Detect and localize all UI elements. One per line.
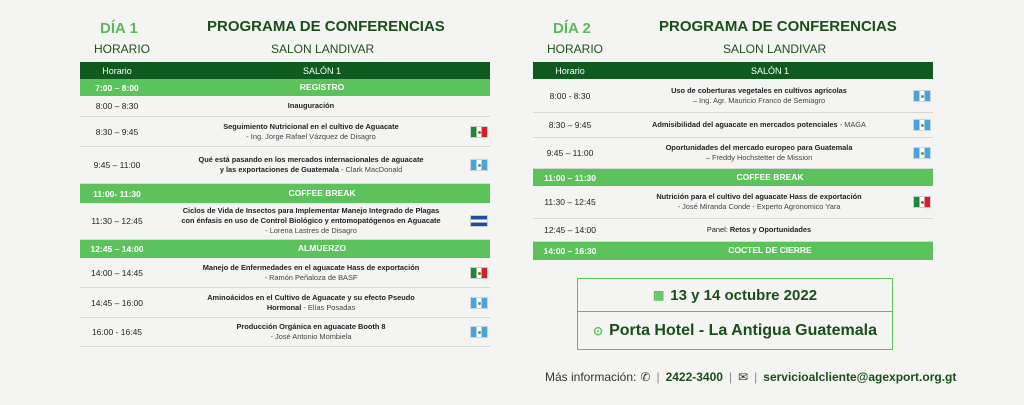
row-content xyxy=(154,122,490,142)
schedule-row xyxy=(533,79,933,113)
row-content xyxy=(607,245,933,256)
row-time: 11:30 – 12:45 xyxy=(91,216,143,226)
schedule-row xyxy=(533,113,933,138)
row-title: COFFEE BREAK xyxy=(736,171,804,182)
contact-phone[interactable]: 2422-3400 xyxy=(665,370,723,384)
schedule-break-row xyxy=(533,169,933,186)
mexico-flag-icon xyxy=(470,267,488,279)
day1-horario-label: HORARIO xyxy=(94,42,151,56)
row-title: COFFEE BREAK xyxy=(288,187,356,198)
schedule-row xyxy=(80,258,490,288)
schedule-break-row xyxy=(80,184,490,203)
row-title: Uso de coberturas vegetales en cultivos agrícolas xyxy=(671,85,847,95)
row-title: Manejo de Enfermedades en el aguacate Hass de exportación xyxy=(202,262,420,272)
schedule-row xyxy=(80,117,490,147)
day2-table-header xyxy=(533,62,933,79)
row-content xyxy=(154,206,490,235)
row-title: Ciclos de Vida de Insectos para Implementar Manejo Integrado de Plagas xyxy=(182,206,440,216)
row-time: 8:30 – 9:45 xyxy=(548,120,592,130)
row-content xyxy=(154,155,490,175)
day2-header xyxy=(533,0,933,62)
schedule-row xyxy=(533,138,933,169)
row-title: Producción Orgánica en aguacate Booth 8 xyxy=(236,322,386,332)
row-content xyxy=(154,188,490,199)
row-title-line2: Hormonal xyxy=(266,302,302,312)
row-content xyxy=(607,192,933,212)
contact-email[interactable]: servicioalcliente@agexport.org.gt xyxy=(763,370,957,384)
row-speaker: - Ing. Jorge Rafael Vázquez de Disagro xyxy=(246,131,376,141)
separator: | xyxy=(728,370,733,384)
row-content xyxy=(154,293,490,313)
row-time: 8:30 – 9:45 xyxy=(95,126,139,137)
day2-col-salon: SALÓN 1 xyxy=(750,65,790,76)
row-title: Nutrición para el cultivo del aguacate Hass de exportación xyxy=(656,192,862,202)
row-speaker: - José Miranda Conde - Experto Agronomico Yara xyxy=(677,202,841,211)
schedule-break-row xyxy=(80,79,490,96)
day2-col-time: Horario xyxy=(555,65,585,76)
contact-info xyxy=(545,370,956,384)
day2-schedule xyxy=(533,0,933,260)
guatemala-flag-icon xyxy=(470,159,488,171)
row-time: 16:00 - 16:45 xyxy=(91,327,143,337)
row-time: 14:00 – 16:30 xyxy=(543,246,597,256)
day1-salon-label: SALON LANDIVAR xyxy=(271,42,375,56)
row-title: Seguimiento Nutricional en el cultivo de Aguacate xyxy=(223,121,399,131)
event-date-box xyxy=(577,278,893,312)
row-content xyxy=(154,82,490,93)
day2-salon-label: SALON LANDIVAR xyxy=(723,42,827,56)
separator: | xyxy=(656,370,660,384)
row-speaker: - Clark MacDonald xyxy=(338,165,403,174)
row-time: 7:00 – 8:00 xyxy=(95,82,139,93)
honduras-flag-icon xyxy=(470,215,488,227)
day1-col-salon: SALÓN 1 xyxy=(302,65,342,76)
row-time: 8:00 – 8:30 xyxy=(95,101,139,111)
event-dates: 13 y 14 octubre 2022 xyxy=(670,286,818,304)
row-title: Admisibilidad del aguacate en mercados potenciales xyxy=(652,120,838,130)
row-title: Aminoácidos en el Cultivo de Aguacate y su efecto Pseudo xyxy=(207,292,415,302)
row-speaker: - Elías Posadas xyxy=(301,302,356,312)
guatemala-flag-icon xyxy=(470,297,488,309)
row-content xyxy=(607,143,933,163)
row-speaker: - MAGA xyxy=(837,120,866,130)
day1-label: DÍA 1 xyxy=(100,20,138,37)
row-time: 11:00- 11:30 xyxy=(93,188,141,199)
guatemala-flag-icon xyxy=(913,90,931,102)
row-content xyxy=(607,172,933,183)
row-content xyxy=(607,120,933,130)
row-time: 14:00 – 14:45 xyxy=(91,267,143,278)
calendar-icon: ▦ xyxy=(652,288,665,302)
row-time: 12:45 – 14:00 xyxy=(544,225,596,235)
location-pin-icon: ⊙ xyxy=(593,323,604,338)
row-time: 12:45 – 14:00 xyxy=(90,244,144,254)
day1-program-title: PROGRAMA DE CONFERENCIAS xyxy=(207,18,445,35)
day2-label: DÍA 2 xyxy=(553,20,591,37)
day1-header xyxy=(80,0,490,62)
event-venue: Porta Hotel - La Antigua Guatemala xyxy=(609,321,877,339)
row-title: REGISTRO xyxy=(299,81,345,92)
schedule-row xyxy=(533,186,933,219)
schedule-row xyxy=(80,147,490,184)
schedule-row xyxy=(80,203,490,240)
row-title: ALMUERZO xyxy=(297,243,347,254)
row-content xyxy=(154,243,490,254)
guatemala-flag-icon xyxy=(470,326,488,338)
mexico-flag-icon xyxy=(470,126,488,138)
row-content xyxy=(154,263,490,283)
day2-program-title: PROGRAMA DE CONFERENCIAS xyxy=(659,18,897,35)
contact-label: Más información: xyxy=(545,370,637,384)
row-speaker: - Ramón Peñaloza de BASF xyxy=(264,272,358,282)
row-content xyxy=(154,322,490,342)
day2-horario-label: HORARIO xyxy=(547,42,604,56)
day1-col-time: Horario xyxy=(102,65,132,76)
mexico-flag-icon xyxy=(913,196,931,208)
row-time: 11:30 – 12:45 xyxy=(544,197,596,207)
row-content xyxy=(154,101,490,111)
guatemala-flag-icon xyxy=(913,119,931,131)
event-venue-box xyxy=(577,312,893,350)
guatemala-flag-icon xyxy=(913,147,931,159)
schedule-row xyxy=(80,96,490,117)
row-content xyxy=(607,86,933,106)
schedule-row xyxy=(533,219,933,242)
row-title-line2: y las exportaciones de Guatemala xyxy=(219,165,339,174)
row-title-line2: con énfasis en uso de Control Biológico y entomopatógenos en Aguacate xyxy=(181,216,441,226)
row-content xyxy=(607,225,933,235)
row-speaker: – Freddy Hochstetter de Mission xyxy=(705,153,813,162)
row-time: 11:00 – 11:30 xyxy=(544,172,596,183)
day1-rows xyxy=(80,79,490,347)
row-speaker: – Ing. Agr. Mauricio Franco de Semiagro xyxy=(692,95,826,105)
separator: | xyxy=(754,370,758,384)
day1-table-header xyxy=(80,62,490,79)
row-title: COCTEL DE CIERRE xyxy=(728,245,812,256)
schedule-row xyxy=(80,288,490,318)
row-speaker: - Lorena Lastres de Disagro xyxy=(265,225,357,235)
row-title: Inauguración xyxy=(287,101,335,111)
row-time: 8:00 - 8:30 xyxy=(549,90,591,101)
schedule-row xyxy=(80,318,490,347)
schedule-break-row xyxy=(80,240,490,258)
row-prefix: Panel: xyxy=(706,225,730,235)
row-title: Oportunidades del mercado europeo para Guatemala xyxy=(665,143,853,153)
row-time: 14:45 – 16:00 xyxy=(91,297,143,308)
day2-rows xyxy=(533,79,933,260)
schedule-break-row xyxy=(533,242,933,260)
mail-icon: ✉ xyxy=(738,370,749,384)
row-time: 9:45 – 11:00 xyxy=(93,160,141,170)
row-time: 9:45 – 11:00 xyxy=(546,148,594,158)
row-speaker: - José Antonio Mombiela xyxy=(270,332,352,341)
row-title: Retos y Oportunidades xyxy=(729,225,812,235)
day1-schedule xyxy=(80,0,490,347)
phone-icon: ✆ xyxy=(640,370,651,384)
row-title: Qué está pasando en los mercados internacionales de aguacate xyxy=(198,155,424,165)
